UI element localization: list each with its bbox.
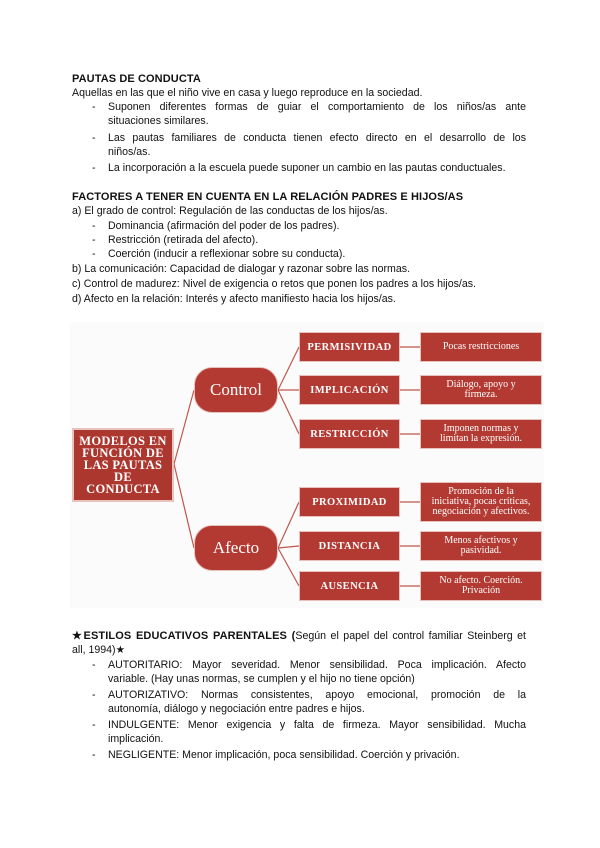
connector-afecto-proximidad	[278, 502, 299, 548]
bullet-dash: -	[92, 659, 96, 671]
bullet-dash: -	[92, 220, 96, 232]
list-item: NEGLIGENTE: Menor implicación, poca sensibilidad. Coerción y privación.	[108, 749, 460, 761]
leaf-text: Privación	[461, 585, 501, 596]
section-title-factores: FACTORES A TENER EN CUENTA EN LA RELACIÓN PADRES E HIJOS/AS	[72, 191, 464, 203]
list-item: La incorporación a la escuela puede suponer un cambio en las pautas conductuales.	[108, 162, 506, 174]
leaf-implicacion	[420, 375, 542, 405]
bullet-dash: -	[92, 162, 96, 174]
node-permisividad: PERMISIVIDAD	[299, 332, 400, 362]
leaf-text: Imponen normas y	[443, 423, 519, 434]
pautas-intro: Aquellas en las que el niño vive en casa y luego reproduce en la sociedad.	[72, 87, 423, 99]
leaf-text: negociación y afectivos.	[432, 506, 530, 517]
estilos-title-cont: all, 1994)★	[72, 644, 126, 656]
list-item-cont: niños/as.	[108, 146, 151, 158]
leaf-text: No afecto. Coerción.	[439, 575, 523, 586]
bullet-dash: -	[92, 101, 96, 113]
models-diagram	[70, 322, 544, 608]
list-item: Dominancia (afirmación del poder de los padres).	[108, 220, 340, 232]
root-line: MODELOS EN	[79, 434, 167, 448]
estilos-title	[72, 629, 526, 643]
leaf-text: pasividad.	[460, 545, 502, 556]
node-distancia: DISTANCIA	[299, 531, 400, 561]
list-item: Coerción (inducir a reflexionar sobre su conducta).	[108, 248, 346, 260]
leaf-distancia	[420, 531, 542, 561]
leaf-text: Pocas restricciones	[442, 341, 520, 352]
root-line: FUNCIÓN DE	[82, 446, 164, 460]
leaf-ausencia	[420, 571, 542, 601]
root-box	[72, 428, 174, 502]
list-item-cont: situaciones similares.	[108, 115, 209, 127]
leaf-text: limitan la expresión.	[440, 433, 522, 444]
bullet-dash: -	[92, 719, 96, 731]
node-implicacion: IMPLICACIÓN	[299, 375, 400, 405]
leaf-text: Promoción de la	[448, 486, 514, 497]
list-item: INDULGENTE: Menor exigencia y falta de firmeza. Mayor sensibilidad. Mucha	[108, 719, 526, 731]
connector-control-restriccion	[278, 390, 299, 434]
list-item: Restricción (retirada del afecto).	[108, 234, 259, 246]
list-item: AUTORIZATIVO: Normas consistentes, apoyo emocional, promoción de la	[108, 689, 526, 701]
root-line: CONDUCTA	[86, 482, 160, 496]
node-proximidad: PROXIMIDAD	[299, 487, 400, 517]
list-item-cont: variable. (Hay unas normas, se cumplen y el hijo no tiene opción)	[108, 673, 415, 685]
bullet-dash: -	[92, 749, 96, 761]
node-restriccion: RESTRICCIÓN	[299, 419, 400, 449]
afecto-box: Afecto	[194, 525, 278, 571]
leaf-permisividad	[420, 332, 542, 362]
factor-b: b) La comunicación: Capacidad de dialogar y razonar sobre las normas.	[72, 263, 411, 275]
factor-a: a) El grado de control: Regulación de las conductas de los hijos/as.	[72, 205, 388, 217]
list-item: AUTORITARIO: Mayor severidad. Menor sensibilidad. Poca implicación. Afecto	[108, 659, 526, 671]
leaf-proximidad	[420, 482, 542, 522]
section-title-pautas: PAUTAS DE CONDUCTA	[72, 73, 201, 85]
bullet-dash: -	[92, 689, 96, 701]
estilos-title-rest: Según el papel del control familiar Steinberg et	[295, 630, 526, 642]
list-item-cont: implicación.	[108, 733, 164, 745]
leaf-restriccion	[420, 419, 542, 449]
node-ausencia: AUSENCIA	[299, 571, 400, 601]
bullet-dash: -	[92, 234, 96, 246]
leaf-text: iniciativa, pocas críticas,	[431, 496, 531, 507]
connector-afecto-distancia	[278, 546, 299, 548]
connector-root-control	[174, 390, 194, 464]
root-line: LAS PAUTAS DE	[83, 458, 163, 484]
estilos-title-bold: ★ESTILOS EDUCATIVOS PARENTALES (	[72, 630, 296, 642]
list-item: Las pautas familiares de conducta tienen efecto directo en el desarrollo de los	[108, 132, 526, 144]
leaf-text: Diálogo, apoyo y	[446, 379, 516, 390]
leaf-text: firmeza.	[464, 389, 498, 400]
connector-afecto-ausencia	[278, 548, 299, 586]
list-item-cont: autonomía, diálogo y negociación entre padres e hijos.	[108, 703, 365, 715]
leaf-text: Menos afectivos y	[444, 535, 518, 546]
bullet-dash: -	[92, 132, 96, 144]
connector-root-afecto	[174, 464, 194, 548]
connector-control-permisividad	[278, 347, 299, 390]
control-box: Control	[194, 367, 278, 413]
bullet-dash: -	[92, 248, 96, 260]
list-item: Suponen diferentes formas de guiar el comportamiento de los niños/as ante	[108, 101, 526, 113]
factor-d: d) Afecto en la relación: Interés y afecto manifiesto hacia los hijos/as.	[72, 293, 396, 305]
factor-c: c) Control de madurez: Nivel de exigencia o retos que ponen los padres a los hijos/as.	[72, 278, 476, 290]
